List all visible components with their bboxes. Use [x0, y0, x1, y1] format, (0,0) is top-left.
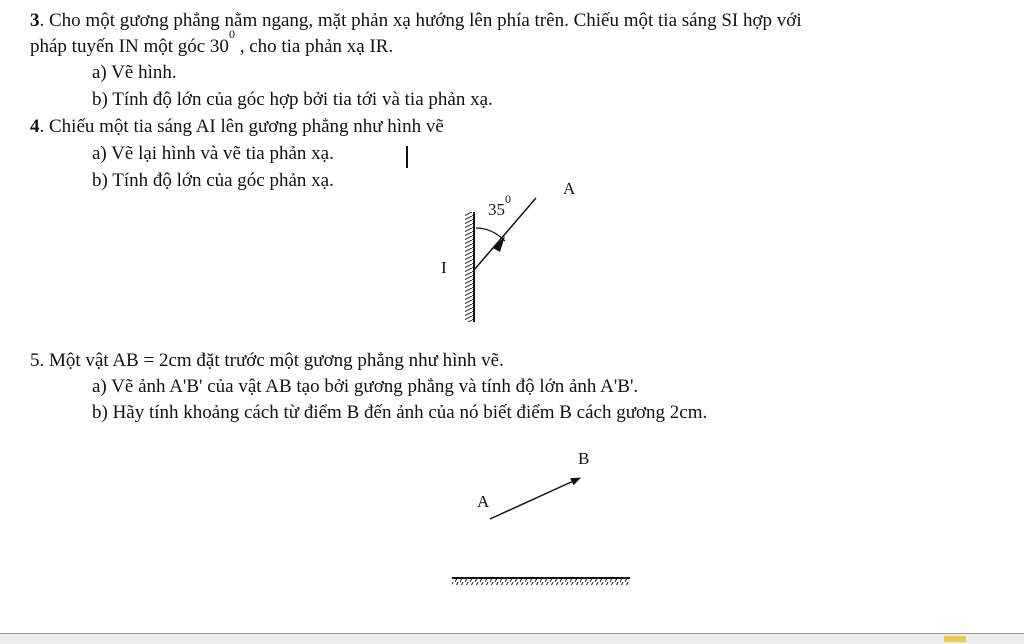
q5-label-a: A: [477, 492, 490, 511]
q4-line1-text: . Chiếu một tia sáng AI lên gương phẳng như hình vẽ: [39, 116, 444, 137]
q5-line1: [30, 350, 504, 372]
bottom-bar-accent: [944, 636, 966, 642]
q4-angle-degree: 0: [505, 192, 511, 206]
q4-angle-value: 35: [488, 200, 505, 219]
q3-part-a: a) Vẽ hình.: [92, 62, 177, 83]
q3-number: 3: [30, 10, 40, 31]
q3-degree-sup: 0: [228, 27, 235, 41]
q4-part-a: a) Vẽ lại hình và vẽ tia phản xạ.: [92, 143, 334, 164]
q5-label-b: B: [578, 449, 590, 468]
q4-mirror-hatching: [465, 212, 474, 322]
q4-number: 4: [30, 116, 40, 137]
q5-part-b: b) Hãy tính khoảng cách từ điểm B đến ảnh của nó biết điểm B cách gương 2cm.: [92, 402, 708, 423]
q5-part-a: a) Vẽ ảnh A'B' của vật AB tạo bởi gương phẳng và tính độ lớn ảnh A'B'.: [92, 376, 639, 397]
q5-mirror-hatching: [452, 578, 630, 585]
q4-ray-arrow: [493, 236, 505, 252]
q4-angle-label: [488, 192, 511, 219]
q3-part-b: b) Tính độ lớn của góc hợp bởi tia tới và tia phản xạ.: [92, 89, 493, 110]
q3-line2-pre: pháp tuyến IN một góc 30: [30, 36, 229, 57]
q4-part-b: b) Tính độ lớn của góc phản xạ.: [92, 170, 334, 191]
q5-object-arrow: [490, 478, 580, 519]
q4-label-a: A: [563, 179, 576, 198]
q5-number: 5: [30, 350, 40, 371]
q4-label-i: I: [441, 258, 447, 277]
q3-line2-post: , cho tia phản xạ IR.: [234, 36, 394, 57]
window-bottom-bar: [0, 633, 1024, 644]
q5-line1-text: . Một vật AB = 2cm đặt trước một gương phẳng như hình vẽ.: [39, 350, 504, 371]
q3-line1-text: . Cho một gương phẳng nằm ngang, mặt phản xạ hướng lên phía trên. Chiếu một tia sáng SI hợp với: [39, 10, 802, 31]
